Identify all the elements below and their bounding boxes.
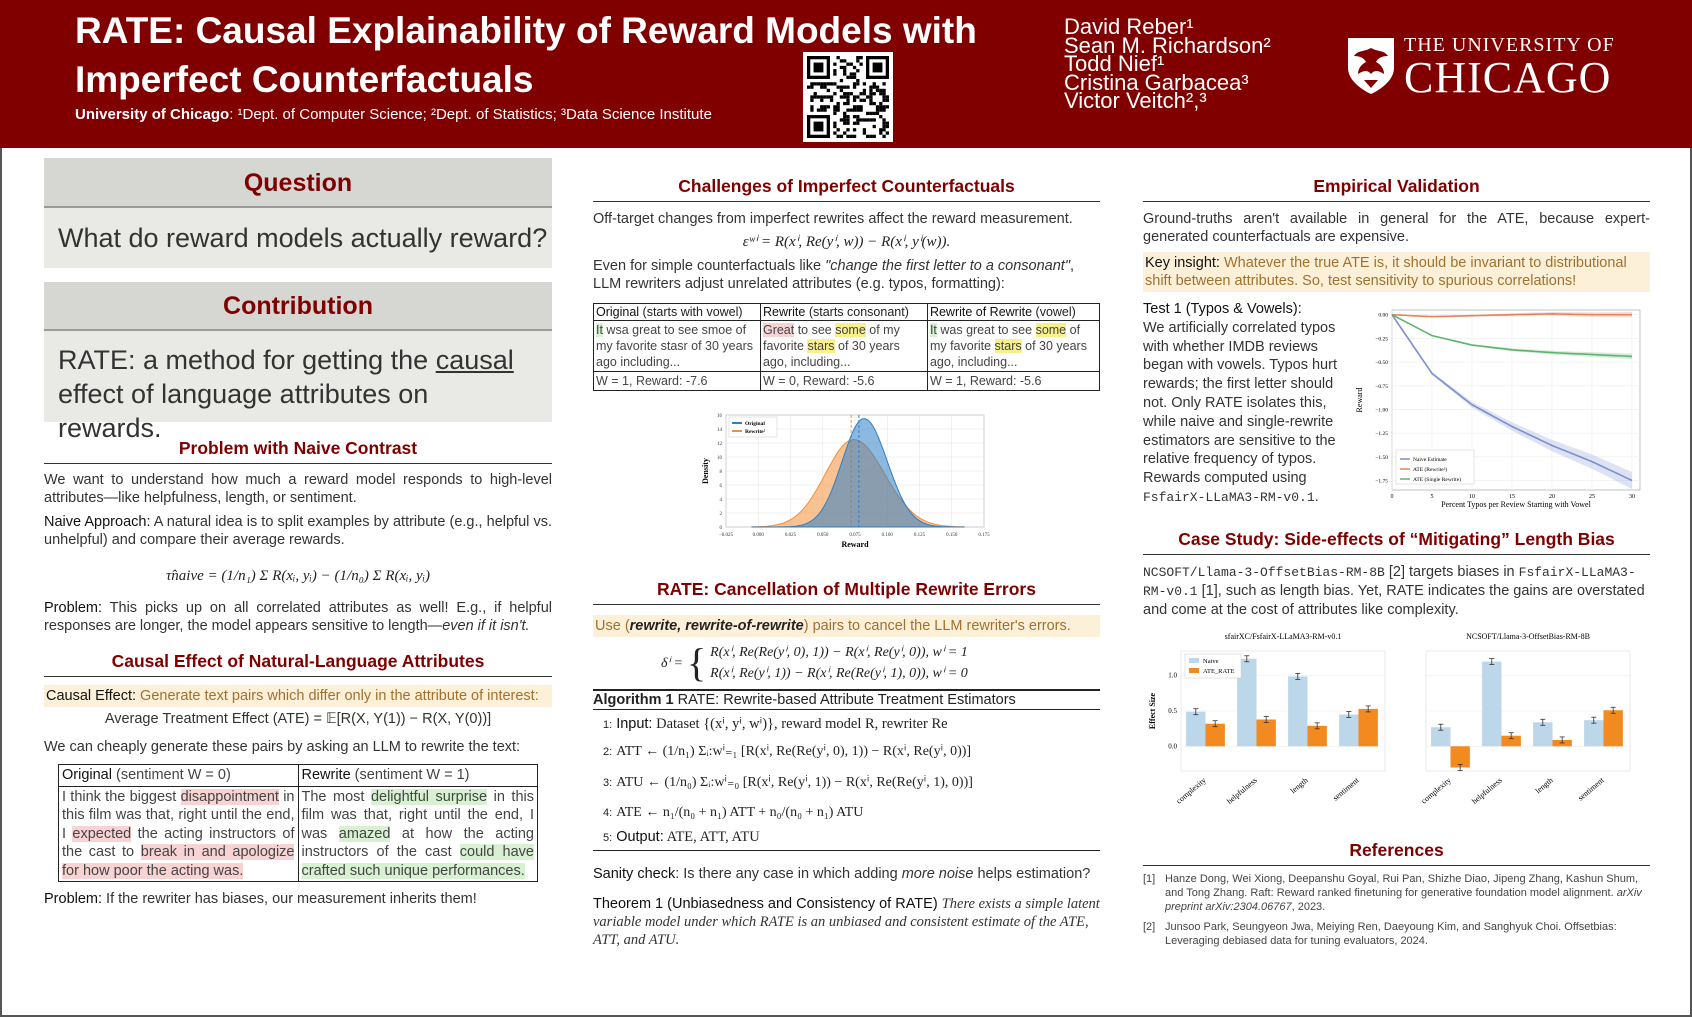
panel-title: sfairXC/FsfairX-LLaMA3-RM-v0.1 bbox=[1224, 632, 1342, 641]
legend-label: ATE (Rewrite²) bbox=[1413, 467, 1448, 473]
qr-module bbox=[846, 95, 849, 98]
qr-module bbox=[850, 63, 853, 66]
bar-sentiment-ATE_RATE bbox=[1358, 709, 1377, 746]
category-label: length bbox=[1533, 775, 1555, 796]
section-heading: RATE: Cancellation of Multiple Rewrite Errors bbox=[593, 579, 1100, 605]
category-label: sentiment bbox=[1331, 775, 1361, 803]
category-label: helpfulness bbox=[1470, 775, 1504, 806]
qr-finder bbox=[814, 122, 824, 132]
qr-module bbox=[853, 66, 856, 69]
qr-module bbox=[873, 82, 876, 85]
qr-module bbox=[856, 95, 859, 98]
x-tick-label: −0.025 bbox=[718, 533, 734, 538]
qr-module bbox=[856, 59, 859, 62]
qr-module bbox=[833, 82, 836, 85]
bar-complexity-Naive bbox=[1186, 712, 1205, 747]
qr-module bbox=[856, 79, 859, 82]
qr-module bbox=[859, 105, 862, 108]
qr-module bbox=[833, 122, 836, 125]
qr-module bbox=[833, 63, 836, 66]
qr-module bbox=[817, 95, 820, 98]
y-tick-label: −1.75 bbox=[1375, 478, 1388, 485]
y-tick-label: −1.00 bbox=[1375, 407, 1388, 414]
y-tick-label: −1.50 bbox=[1375, 454, 1388, 461]
algorithm-steps: 1: Input: Dataset {(xⁱ, yⁱ, wⁱ)}, reward model R, rewriter Re 2: ATT ← (1/n₁) Σᵢ:wⁱ₌₁ [R(xⁱ, Re(Re(yⁱ, 0), 1)) − R(xⁱ, Re(yⁱ, 0))] 3: ATU ← (1/n₀) Σᵢ:wⁱ₌₀ [R(xⁱ, Re(yⁱ, 1)) − R(xⁱ, Re(Re(yⁱ, 1), 0))] 4: ATE ← n₁/(n₀ + n₁) ATT + n₀/(n₀ + n₁) ATU 5: Output: ATE, ATT, ATU bbox=[593, 710, 1100, 851]
qr-module bbox=[820, 105, 823, 108]
qr-module bbox=[830, 82, 833, 85]
qr-code-icon bbox=[807, 56, 889, 138]
qr-module bbox=[863, 131, 866, 134]
phoenix-crest-icon bbox=[1344, 34, 1398, 96]
qr-module bbox=[886, 125, 889, 128]
y-tick-label: 14 bbox=[717, 428, 722, 433]
qr-module bbox=[846, 63, 849, 66]
qr-module bbox=[879, 92, 882, 95]
typo-test: Test 1 (Typos & Vowels): We artificially correlated typos with whether IMDB reviews began with vowels. Typos hurt rewards; the first letter should not. Only RATE isolates this, while naive and single-rewrite estimators are sensitive to the relative frequency of typos. Rewards computed using FsfairX-LLaMA3-RM-v0.1. 0 5 10 15 20 25 30 0.00 −0.25 −0.50 −0.75 −1.00 −1.25 −1.50 −1.75 Percent Typos per Review Starting with Vowel Reward Naive Estimate ATE (Rewrite²) ATE (Single Rewrite) bbox=[1143, 300, 1650, 515]
poster-header bbox=[0, 0, 1692, 148]
qr-module bbox=[882, 99, 885, 102]
bar-helpfulness-Naive bbox=[1482, 662, 1501, 747]
qr-module bbox=[853, 135, 856, 138]
qr-module bbox=[833, 105, 836, 108]
qr-module bbox=[846, 86, 849, 89]
typo-sensitivity-chart bbox=[1350, 300, 1650, 515]
qr-module bbox=[873, 118, 876, 121]
x-tick-label: 25 bbox=[1589, 494, 1595, 500]
qr-code[interactable] bbox=[803, 52, 893, 142]
qr-module bbox=[823, 108, 826, 111]
qr-module bbox=[846, 108, 849, 111]
x-tick-label: 0.075 bbox=[849, 533, 861, 538]
qr-module bbox=[843, 66, 846, 69]
qr-module bbox=[843, 95, 846, 98]
qr-module bbox=[853, 108, 856, 111]
qr-module bbox=[863, 89, 866, 92]
question-text: What do reward models actually reward? bbox=[44, 208, 552, 268]
qr-module bbox=[856, 82, 859, 85]
qr-module bbox=[810, 99, 813, 102]
qr-module bbox=[853, 122, 856, 125]
x-tick-label: 30 bbox=[1629, 494, 1635, 500]
qr-module bbox=[830, 99, 833, 102]
qr-module bbox=[827, 89, 830, 92]
qr-module bbox=[879, 128, 882, 131]
contribution-heading: Contribution bbox=[44, 282, 552, 331]
density-area-Original bbox=[752, 419, 965, 527]
category-label: length bbox=[1288, 775, 1310, 796]
qr-module bbox=[879, 108, 882, 111]
qr-module bbox=[866, 95, 869, 98]
qr-module bbox=[837, 102, 840, 105]
qr-module bbox=[833, 131, 836, 134]
section-heading: Problem with Naive Contrast bbox=[44, 438, 552, 464]
qr-module bbox=[846, 122, 849, 125]
qr-module bbox=[846, 76, 849, 79]
x-tick-label: 20 bbox=[1549, 494, 1555, 500]
x-axis-label: Reward bbox=[841, 540, 869, 549]
y-tick-label: −0.75 bbox=[1375, 383, 1388, 390]
reference-list bbox=[1143, 872, 1650, 948]
qr-module bbox=[869, 118, 872, 121]
qr-module bbox=[850, 108, 853, 111]
qr-module bbox=[879, 105, 882, 108]
qr-module bbox=[846, 99, 849, 102]
qr-module bbox=[876, 86, 879, 89]
qr-module bbox=[882, 135, 885, 138]
qr-module bbox=[837, 105, 840, 108]
x-tick-label: 0.000 bbox=[752, 533, 764, 538]
legend-label: Original bbox=[745, 421, 765, 427]
qr-module bbox=[886, 99, 889, 102]
qr-module bbox=[853, 82, 856, 85]
effect-size-bar-chart bbox=[1143, 627, 1650, 842]
qr-module bbox=[843, 72, 846, 75]
qr-module bbox=[876, 112, 879, 115]
qr-module bbox=[882, 108, 885, 111]
qr-finder bbox=[873, 63, 883, 73]
category-label: sentiment bbox=[1576, 775, 1606, 803]
legend-swatch bbox=[1189, 668, 1199, 673]
x-tick-label: 0.125 bbox=[913, 533, 926, 538]
x-tick-label: 10 bbox=[1469, 494, 1475, 500]
qr-module bbox=[843, 122, 846, 125]
qr-module bbox=[840, 118, 843, 121]
qr-module bbox=[837, 135, 840, 138]
author: Todd Nief¹ bbox=[1064, 51, 1165, 77]
qr-module bbox=[830, 95, 833, 98]
qr-module bbox=[807, 86, 810, 89]
qr-module bbox=[810, 108, 813, 111]
qr-module bbox=[843, 102, 846, 105]
qr-module bbox=[846, 118, 849, 121]
author: Cristina Garbacea³ bbox=[1064, 69, 1249, 95]
qr-module bbox=[820, 99, 823, 102]
qr-module bbox=[846, 115, 849, 118]
y-tick-label: 0.00 bbox=[1378, 312, 1388, 319]
y-tick-label: 1.0 bbox=[1168, 671, 1177, 680]
qr-module bbox=[820, 95, 823, 98]
qr-module bbox=[882, 128, 885, 131]
y-tick-label: 16 bbox=[717, 414, 722, 419]
qr-module bbox=[820, 82, 823, 85]
qr-module bbox=[882, 89, 885, 92]
poster-title: RATE: Causal Explainability of Reward Models with Imperfect Counterfactuals bbox=[75, 10, 977, 100]
ate-formula: Average Treatment Effect (ATE) = 𝔼[R(X, Y(1)) − R(X, Y(0))] bbox=[104, 711, 492, 727]
x-tick-label: 0.100 bbox=[881, 533, 893, 538]
legend-label: Naive Estimate bbox=[1413, 457, 1447, 463]
reference-item: [2] Junsoo Park, Seungyeon Jwa, Meiying Ren, Daeyoung Kim, and Sanghyuk Choi. Offsetbias: Leveraging debiased data for tuning evaluators, 2024. bbox=[1143, 921, 1617, 947]
x-tick-label: 0.175 bbox=[978, 533, 990, 538]
qr-module bbox=[823, 105, 826, 108]
qr-module bbox=[856, 56, 859, 59]
qr-module bbox=[879, 115, 882, 118]
qr-module bbox=[817, 82, 820, 85]
qr-module bbox=[837, 56, 840, 59]
qr-module bbox=[823, 95, 826, 98]
qr-module bbox=[817, 108, 820, 111]
qr-module bbox=[833, 108, 836, 111]
qr-module bbox=[827, 95, 830, 98]
y-axis-label: Effect Size bbox=[1148, 692, 1157, 730]
qr-module bbox=[833, 69, 836, 72]
qr-module bbox=[882, 118, 885, 121]
bar-length-Naive bbox=[1533, 722, 1552, 746]
qr-module bbox=[879, 89, 882, 92]
x-tick-label: 5 bbox=[1430, 494, 1434, 500]
question-box bbox=[44, 158, 552, 268]
qr-module bbox=[840, 79, 843, 82]
qr-module bbox=[882, 92, 885, 95]
qr-module bbox=[853, 128, 856, 131]
qr-module bbox=[866, 118, 869, 121]
y-tick-label: 4 bbox=[719, 498, 722, 503]
category-label: complexity bbox=[1419, 775, 1453, 806]
y-tick-label: 2 bbox=[719, 512, 722, 517]
author-list bbox=[1064, 14, 1271, 114]
y-tick-label: −1.25 bbox=[1375, 431, 1388, 438]
vowel-rewrite-table: Original (starts with vowel) Rewrite (starts consonant) Rewrite of Rewrite (vowel) It wsa great to see smoe of my favorite stasr of 30 years ago including... Great to see some of my favorite stars of 30 years ago, including... It was great to see some of my favorite stars of 30 years ago, including... W = 1, Reward: -7.6 W = 0, Reward: -5.6 W = 1, Reward: -5.6 bbox=[593, 303, 1100, 391]
qr-module bbox=[869, 95, 872, 98]
section-heading: References bbox=[1143, 840, 1650, 866]
qr-module bbox=[840, 95, 843, 98]
qr-module bbox=[846, 92, 849, 95]
qr-module bbox=[876, 105, 879, 108]
qr-module bbox=[873, 102, 876, 105]
x-tick-label: 0 bbox=[1390, 494, 1394, 500]
y-axis-label: Reward bbox=[1355, 387, 1364, 413]
qr-module bbox=[843, 69, 846, 72]
category-label: complexity bbox=[1174, 775, 1208, 806]
qr-module bbox=[879, 131, 882, 134]
qr-module bbox=[863, 118, 866, 121]
section-heading: Causal Effect of Natural-Language Attributes bbox=[44, 651, 552, 677]
qr-module bbox=[863, 92, 866, 95]
qr-module bbox=[840, 89, 843, 92]
bar-length-Naive bbox=[1288, 676, 1307, 746]
legend-label: Rewrite² bbox=[745, 429, 766, 435]
affiliations: University of Chicago: ¹Dept. of Computer Science; ²Dept. of Statistics; ³Data Science Institute bbox=[75, 106, 712, 123]
x-axis-label: Percent Typos per Review Starting with Vowel bbox=[1441, 500, 1591, 509]
legend-label: ATE_RATE bbox=[1203, 668, 1235, 675]
qr-module bbox=[843, 115, 846, 118]
qr-module bbox=[843, 86, 846, 89]
qr-module bbox=[882, 125, 885, 128]
qr-module bbox=[876, 89, 879, 92]
qr-module bbox=[853, 76, 856, 79]
qr-module bbox=[810, 82, 813, 85]
naive-formula: τ̂naive = (1/n₁) Σ R(xᵢ, yᵢ) − (1/n₀) Σ R(xᵢ, yᵢ) bbox=[165, 568, 431, 584]
qr-module bbox=[850, 76, 853, 79]
qr-module bbox=[882, 105, 885, 108]
qr-module bbox=[856, 69, 859, 72]
legend-swatch bbox=[1189, 658, 1199, 663]
qr-module bbox=[873, 125, 876, 128]
qr-module bbox=[837, 128, 840, 131]
qr-module bbox=[853, 99, 856, 102]
contribution-text: RATE: a method for getting the causal effect of language attributes on rewards. bbox=[44, 331, 552, 422]
y-tick-label: 10 bbox=[717, 456, 722, 461]
qr-module bbox=[859, 118, 862, 121]
qr-module bbox=[814, 95, 817, 98]
y-tick-label: 0.5 bbox=[1168, 707, 1177, 715]
right-column: Empirical Validation Ground-truths aren't available in general for the ATE, because expert-generated counterfactuals are expensive. Key insight: Whatever the true ATE is, it should be invariant to distributional shift between attributes. So, test sensitivity to spurious correlations! Test 1 (Typos & Vowels): We artificially correlated typos with whether IMDB reviews began with vowels. Typos hurt rewards; the first letter should not. Only RATE isolates this, while naive and single-rewrite estimators are sensitive to the relative frequency of typos. Rewards computed using FsfairX-LLaMA3-RM-v0.1. 0 5 10 15 20 25 30 0.00 −0.25 −0.50 −0.75 −1.00 −1.25 −1.50 −1.75 Percent Typos per Review Starting with Vowel Reward Naive Estimate ATE (Rewrite²) ATE (Single Rewrite) Case Study: Side-effects of “Mitigating” Length Bias NCSOFT/Llama-3-OffsetBias-RM-8B [2] targets biases in FsfairX-LLaMA3-RM-v0.1 [1], such as length bias. Yet, RATE indicates the gains are overstated and come at the cost of attributes like complexity. sfairXC/FsfairX-LLaMA3-RM-v0.1 0.0 0.5 1.0 Effect Size complexity helpfulness length sentiment Naive ATE_RATE NCSOFT/Llama-3-OffsetBias-RM-8B complexity helpfulness length sentiment References [1] Hanze Dong, Wei Xiong, Deepanshu Goyal, Rui Pan, Shizhe Diao, Jipeng Zhang, Kashun Shum, and Tong Zhang. Raft: Reward ranked finetuning for generative foundation model alignment. arXiv preprint arXiv:2304.06767, 2023. [2] Junsoo Park, Seungyeon Jwa, Meiying Ren, Daeyoung Kim, and Sanghyuk Choi. Offsetbias: Leveraging debiased data for tuning evaluators, 2024. bbox=[1143, 176, 1650, 947]
qr-module bbox=[876, 108, 879, 111]
qr-module bbox=[882, 82, 885, 85]
qr-module bbox=[856, 118, 859, 121]
author: Victor Veitch²,³ bbox=[1064, 88, 1207, 114]
qr-module bbox=[823, 82, 826, 85]
delta-formula: δⁱ = { R(xⁱ, Re(Re(yⁱ, 0), 1)) − R(xⁱ, Re(yⁱ, 0)), wⁱ = 1 R(xⁱ, Re(yⁱ, 1)) − R(xⁱ, Re(Re(yⁱ, 1), 0)), wⁱ = 0 bbox=[661, 640, 968, 685]
panel-title: NCSOFT/Llama-3-OffsetBias-RM-8B bbox=[1466, 632, 1590, 641]
qr-module bbox=[850, 92, 853, 95]
qr-module bbox=[886, 122, 889, 125]
qr-module bbox=[873, 112, 876, 115]
sentiment-rewrite-table: Original (sentiment W = 0) Rewrite (sentiment W = 1) I think the biggest disappointment in this film was that, right until the end, I expected the acting instructors of the cast to break in and apologize for how poor the acting was. The most delightful surprise in this film was that, right until the end, I was amazed at how the acting instructors of the cast could have crafted such unique performances. bbox=[58, 764, 538, 882]
qr-module bbox=[859, 92, 862, 95]
x-tick-label: 15 bbox=[1509, 494, 1515, 500]
qr-module bbox=[869, 135, 872, 138]
qr-module bbox=[846, 128, 849, 131]
qr-module bbox=[810, 86, 813, 89]
qr-module bbox=[856, 105, 859, 108]
bar-sentiment-ATE_RATE bbox=[1603, 710, 1622, 746]
y-tick-label: 8 bbox=[719, 470, 722, 475]
qr-module bbox=[827, 105, 830, 108]
qr-module bbox=[863, 99, 866, 102]
y-axis-label: Density bbox=[701, 458, 710, 484]
y-tick-label: 12 bbox=[717, 442, 722, 447]
qr-module bbox=[837, 86, 840, 89]
qr-module bbox=[840, 66, 843, 69]
qr-module bbox=[843, 112, 846, 115]
bar-helpfulness-ATE_RATE bbox=[1256, 719, 1275, 746]
qr-module bbox=[846, 135, 849, 138]
x-tick-label: 0.025 bbox=[784, 533, 797, 538]
qr-module bbox=[882, 122, 885, 125]
qr-module bbox=[840, 86, 843, 89]
qr-module bbox=[869, 102, 872, 105]
qr-module bbox=[882, 95, 885, 98]
qr-module bbox=[869, 99, 872, 102]
bar-sentiment-Naive bbox=[1339, 715, 1358, 747]
qr-module bbox=[837, 108, 840, 111]
qr-module bbox=[810, 105, 813, 108]
qr-module bbox=[863, 82, 866, 85]
qr-module bbox=[873, 135, 876, 138]
qr-module bbox=[856, 108, 859, 111]
qr-module bbox=[814, 92, 817, 95]
qr-module bbox=[843, 131, 846, 134]
qr-module bbox=[886, 95, 889, 98]
qr-module bbox=[879, 102, 882, 105]
qr-module bbox=[859, 63, 862, 66]
qr-module bbox=[843, 92, 846, 95]
qr-module bbox=[840, 59, 843, 62]
reference-item: [1] Hanze Dong, Wei Xiong, Deepanshu Goyal, Rui Pan, Shizhe Diao, Jipeng Zhang, Kashun Shum, and Tong Zhang. Raft: Reward ranked finetuning for generative foundation model alignment. arXiv preprint arXiv:2304.06767, 2023. bbox=[1143, 873, 1642, 913]
qr-module bbox=[810, 95, 813, 98]
bar-sentiment-Naive bbox=[1584, 720, 1603, 746]
middle-column: Challenges of Imperfect Counterfactuals Off-target changes from imperfect rewrites affect the reward measurement. εʷⁱ = R(xⁱ, Re(yⁱ, w)) − R(xⁱ, yⁱ(w)). Even for simple counterfactuals like "change the first letter to a consonant", LLM rewriters adjust unrelated attributes (e.g. typos, formatting): Original (starts with vowel) Rewrite (starts consonant) Rewrite of Rewrite (vowel) It wsa great to see smoe of my favorite stasr of 30 years ago including... Great to see some of my favorite stars of 30 years ago, including... It was great to see some of my favorite stars of 30 years ago, including... W = 1, Reward: -7.6 W = 0, Reward: -5.6 W = 1, Reward: -5.6 −0.025 0.000 0.025 0.050 0.075 0.100 0.125 0.150 0.175 0 2 4 6 8 10 12 14 16 Reward Density Original Rewrite² RATE: Cancellation of Multiple Rewrite Errors Use (rewrite, rewrite-of-rewrite) pairs to cancel the LLM rewriter's errors. δⁱ = { R(xⁱ, Re(Re(yⁱ, 0), 1)) − R(xⁱ, Re(yⁱ, 0)), wⁱ = 1 R(xⁱ, Re(yⁱ, 1)) − R(xⁱ, Re(Re(yⁱ, 1), 0)), wⁱ = 0 Algorithm 1 RATE: Rewrite-based Attribute Treatment Estimators 1: Input: Dataset {(xⁱ, yⁱ, wⁱ)}, reward model R, rewriter Re 2: ATT ← (1/n₁) Σᵢ:wⁱ₌₁ [R(xⁱ, Re(Re(yⁱ, 0), 1)) − R(xⁱ, Re(yⁱ, 0))] 3: ATU ← (1/n₀) Σᵢ:wⁱ₌₀ [R(xⁱ, Re(yⁱ, 1)) − R(xⁱ, Re(Re(yⁱ, 1), 0))] 4: ATE ← n₁/(n₀ + n₁) ATT + n₀/(n₀ + n₁) ATU 5: Output: ATE, ATT, ATU Sanity check: Is there any case in which adding more noise helps estimation? Theorem 1 (Unbiasedness and Consistency of RATE) There exists a simple latent variable model under which RATE is an unbiased and consistent estimate of the ATE, ATT, and ATU. bbox=[593, 176, 1100, 948]
qr-module bbox=[869, 112, 872, 115]
qr-module bbox=[853, 105, 856, 108]
qr-module bbox=[840, 135, 843, 138]
author: David Reber¹ bbox=[1064, 14, 1194, 39]
y-tick-label: 0.0 bbox=[1168, 742, 1177, 751]
qr-module bbox=[843, 59, 846, 62]
qr-module bbox=[873, 92, 876, 95]
contribution-box bbox=[44, 282, 552, 443]
legend-label: ATE (Single Rewrite) bbox=[1413, 477, 1461, 483]
category-label: helpfulness bbox=[1225, 775, 1259, 806]
reward-density-chart bbox=[698, 407, 998, 557]
qr-module bbox=[856, 122, 859, 125]
section-heading: Empirical Validation bbox=[1143, 176, 1650, 202]
qr-module bbox=[886, 131, 889, 134]
qr-module bbox=[850, 72, 853, 75]
qr-module bbox=[863, 128, 866, 131]
qr-module bbox=[853, 95, 856, 98]
section-heading: Challenges of Imperfect Counterfactuals bbox=[593, 176, 1100, 202]
qr-finder bbox=[814, 63, 824, 73]
qr-module bbox=[843, 118, 846, 121]
qr-module bbox=[873, 86, 876, 89]
qr-module bbox=[866, 135, 869, 138]
qr-module bbox=[820, 86, 823, 89]
qr-module bbox=[869, 89, 872, 92]
y-tick-label: −0.25 bbox=[1375, 336, 1388, 343]
question-heading: Question bbox=[44, 158, 552, 208]
qr-module bbox=[859, 99, 862, 102]
qr-module bbox=[823, 86, 826, 89]
qr-module bbox=[846, 102, 849, 105]
y-tick-label: −0.50 bbox=[1375, 360, 1388, 367]
section-heading: Case Study: Side-effects of “Mitigating” Length Bias bbox=[1143, 529, 1650, 555]
qr-module bbox=[859, 56, 862, 59]
x-tick-label: 0.150 bbox=[946, 533, 958, 538]
y-tick-label: 0 bbox=[719, 526, 722, 531]
qr-module bbox=[869, 86, 872, 89]
qr-module bbox=[886, 105, 889, 108]
qr-module bbox=[853, 86, 856, 89]
qr-module bbox=[850, 135, 853, 138]
qr-module bbox=[820, 108, 823, 111]
qr-module bbox=[827, 82, 830, 85]
legend-label: Naive bbox=[1203, 658, 1219, 665]
qr-module bbox=[833, 125, 836, 128]
left-column: Question What do reward models actually reward? Contribution RATE: a method for getting the causal effect of language attributes on rewards. Problem with Naive Contrast We want to understand how much a reward model responds to high-level attributes—like helpfulness, length, or sentiment. Naive Approach: A natural idea is to split examples by attribute (e.g., helpful vs. unhelpful) and compare their average rewards. τ̂naive = (1/n₁) Σ R(xᵢ, yᵢ) − (1/n₀) Σ R(xᵢ, yᵢ) Problem: This picks up on all correlated attributes as well! E.g., if helpful responses are longer, the model appears sensitive to length—even if it isn't. Causal Effect of Natural-Language Attributes Causal Effect: Generate text pairs which differ only in the attribute of interest: Average Treatment Effect (ATE) = 𝔼[R(X, Y(1)) − R(X, Y(0))] We can cheaply generate these pairs by asking an LLM to rewrite the text: Original (sentiment W = 0) Rewrite (sentiment W = 1) I think the biggest disappointment in this film was that, right until the end, I expected the acting instructors of the cast to break in and apologize for how poor the acting was. The most delightful surprise in this film was that, right until the end, I was amazed at how the acting instructors of the cast could have crafted such unique performances. Problem: If the rewriter has biases, our measurement inherits them! bbox=[44, 158, 552, 908]
qr-module bbox=[833, 92, 836, 95]
x-tick-label: 0.050 bbox=[817, 533, 829, 538]
university-logo: THE UNIVERSITY OF CHICAGO bbox=[1344, 34, 1644, 100]
qr-module bbox=[869, 92, 872, 95]
qr-module bbox=[853, 115, 856, 118]
qr-module bbox=[866, 112, 869, 115]
author: Sean M. Richardson² bbox=[1064, 32, 1271, 58]
qr-module bbox=[833, 112, 836, 115]
qr-module bbox=[856, 115, 859, 118]
qr-module bbox=[814, 82, 817, 85]
qr-module bbox=[853, 72, 856, 75]
algorithm-title: Algorithm 1 RATE: Rewrite-based Attribute Treatment Estimators bbox=[593, 689, 1100, 710]
y-tick-label: 6 bbox=[719, 484, 722, 489]
qr-module bbox=[833, 72, 836, 75]
qr-module bbox=[859, 108, 862, 111]
